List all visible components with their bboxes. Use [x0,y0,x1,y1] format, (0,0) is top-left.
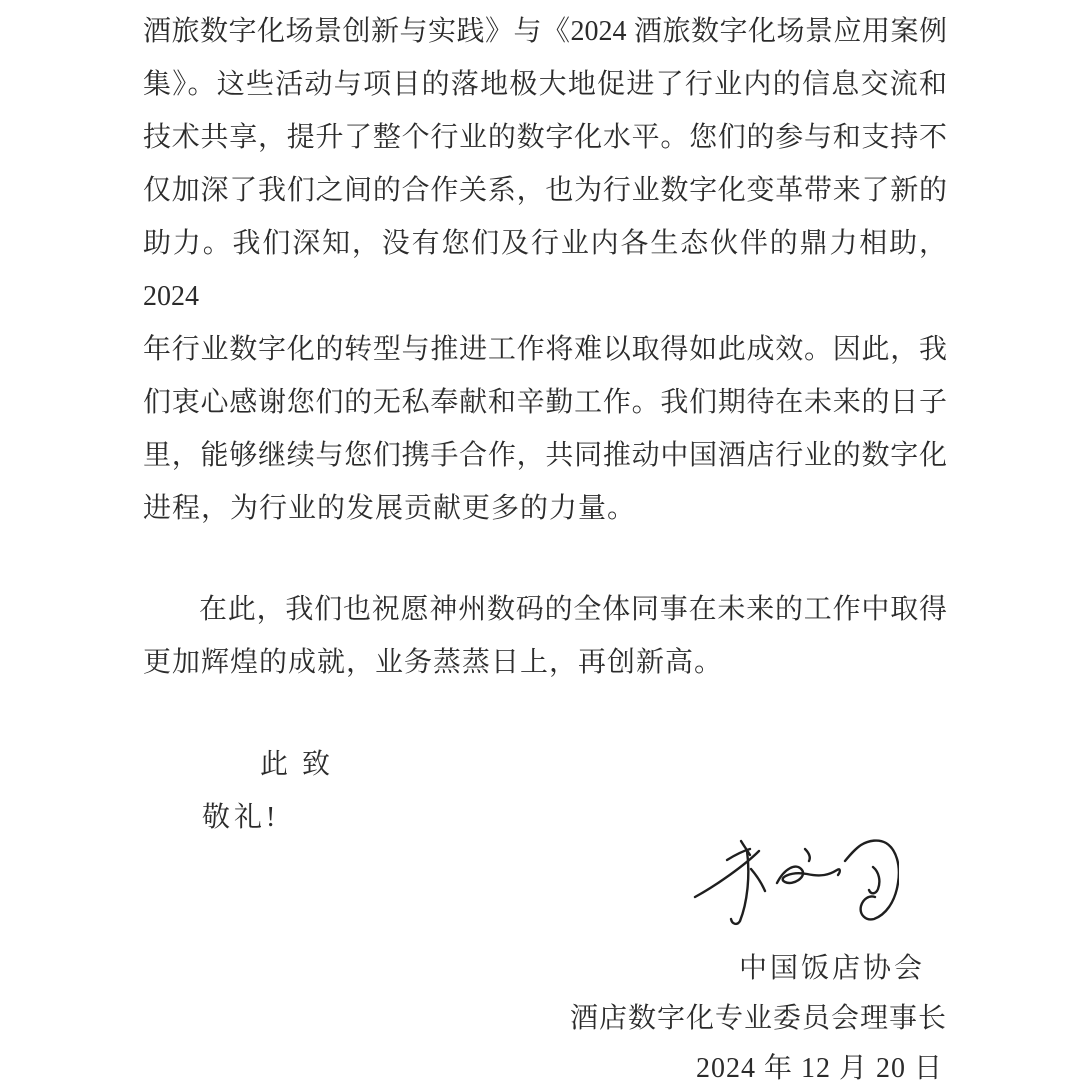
body-line: 里，能够继续与您们携手合作，共同推动中国酒店行业的数字化 [143,440,947,471]
paragraph-1 [143,5,947,535]
signoff-date: 2024 年 12 月 20 日 [695,1053,943,1084]
signoff-organization: 中国饭店协会 [738,953,925,984]
letter-body [143,5,947,1086]
handwritten-signature [687,829,899,935]
signature-area [143,829,947,937]
body-line: 助力。我们深知，没有您们及行业内各生态伙伴的鼎力相助，2024 [143,228,947,312]
body-line: 集》。这些活动与项目的落地极大地促进了行业内的信息交流和 [143,69,947,100]
closing-salute: 此致 [260,749,345,780]
paragraph-2 [143,583,947,689]
body-line: 酒旅数字化场景创新与实践》与《2024 酒旅数字化场景应用案例 [143,16,947,47]
body-line: 在此，我们也祝愿神州数码的全体同事在未来的工作中取得 [199,594,947,625]
signoff-block [143,944,947,1086]
signoff-title: 酒店数字化专业委员会理事长 [569,1003,947,1034]
body-line: 进程，为行业的发展贡献更多的力量。 [143,493,637,524]
body-line: 们衷心感谢您们的无私奉献和辛勤工作。我们期待在未来的日子 [143,387,947,418]
body-line: 技术共享，提升了整个行业的数字化水平。您们的参与和支持不 [143,122,947,153]
closing-regards: 敬礼! [202,802,280,833]
body-line: 年行业数字化的转型与推进工作将难以取得如此成效。因此，我 [143,334,947,365]
body-line: 更加辉煌的成就，业务蒸蒸日上，再创新高。 [143,647,724,678]
body-line: 仅加深了我们之间的合作关系，也为行业数字化变革带来了新的 [143,175,947,206]
